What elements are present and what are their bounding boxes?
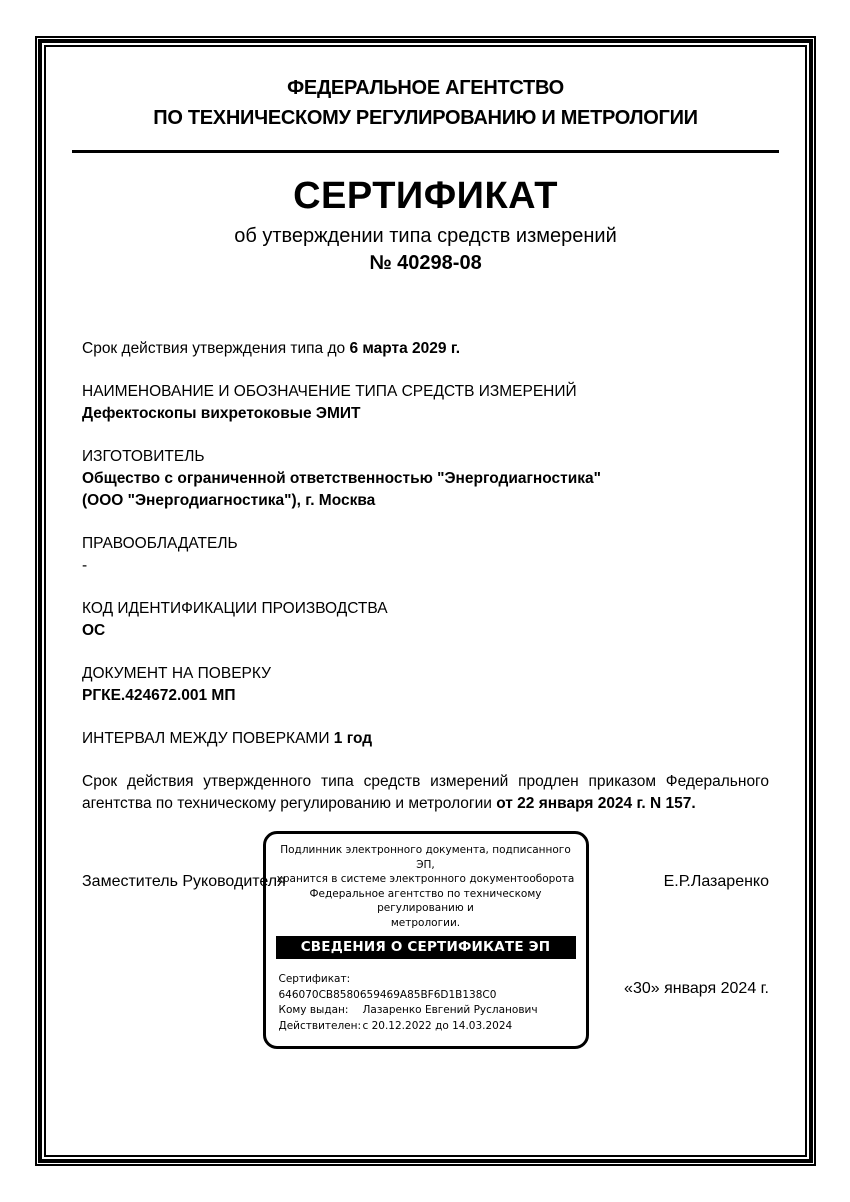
stamp-certificate-value: 646070CB8580659469A85BF6D1B138C0 xyxy=(278,988,497,1001)
validity-line xyxy=(82,338,769,360)
name-label: НАИМЕНОВАНИЕ И ОБОЗНАЧЕНИЕ ТИПА СРЕДСТВ ИЗМЕРЕНИЙ xyxy=(82,383,577,400)
signatory-position: Заместитель Руководителя xyxy=(82,873,286,890)
stamp-certificate-label: Сертификат: xyxy=(278,973,351,985)
field-validity xyxy=(82,338,769,360)
stamp-issued-label: Кому выдан: xyxy=(278,1004,349,1016)
verification-interval-prefix: ИНТЕРВАЛ МЕЖДУ ПОВЕРКАМИ xyxy=(82,730,334,747)
verification-interval-value: 1 год xyxy=(333,730,373,747)
stamp-issued-row xyxy=(279,1003,578,1019)
manufacturer-label: ИЗГОТОВИТЕЛЬ xyxy=(82,448,205,465)
stamp-intro-line1: Подлинник электронного документа, подписанного ЭП, xyxy=(280,844,571,871)
signatory-name: Е.Р.Лазаренко xyxy=(663,873,769,890)
stamp-valid-row xyxy=(279,1019,578,1035)
field-production-code xyxy=(82,598,769,642)
rightsholder-label: ПРАВООБЛАДАТЕЛЬ xyxy=(82,535,238,552)
field-name-designation xyxy=(82,381,769,425)
field-manufacturer xyxy=(82,446,769,512)
stamp-intro-line4: метрологии. xyxy=(390,916,461,929)
field-verification-interval xyxy=(82,728,769,750)
esign-stamp-intro xyxy=(274,843,578,930)
validity-prefix: Срок действия утверждения типа до xyxy=(82,340,350,357)
signature-date: «30» января 2024 г. xyxy=(624,980,769,997)
certificate-fields xyxy=(82,338,769,815)
esign-stamp xyxy=(263,831,589,1049)
rightsholder-value: - xyxy=(82,557,88,574)
verification-document-label: ДОКУМЕНТ НА ПОВЕРКУ xyxy=(82,665,271,682)
certificate-document xyxy=(46,47,805,1032)
verification-document-value: РГКЕ.424672.001 МП xyxy=(82,687,236,704)
verification-interval-line xyxy=(82,728,769,750)
esign-stamp-banner: СВЕДЕНИЯ О СЕРТИФИКАТЕ ЭП xyxy=(276,936,576,959)
stamp-issued-value: Лазаренко Евгений Русланович xyxy=(362,1004,538,1016)
stamp-certificate-row xyxy=(279,972,578,1003)
field-rightsholder xyxy=(82,533,769,577)
title-block xyxy=(82,175,769,275)
validity-date: 6 марта 2029 г. xyxy=(349,340,461,357)
header-separator xyxy=(72,150,779,153)
field-prolongation xyxy=(82,771,769,815)
production-code-value: ОС xyxy=(82,622,106,639)
manufacturer-value-line1: Общество с ограниченной ответственностью "Энергодиагностика" xyxy=(82,470,602,487)
field-verification-document xyxy=(82,663,769,707)
stamp-intro-line3: Федеральное агентство по техническому регулированию и xyxy=(309,887,542,914)
page-border-outer xyxy=(35,36,816,1166)
agency-name-line1: ФЕДЕРАЛЬНОЕ АГЕНТСТВО xyxy=(287,77,564,99)
name-value: Дефектоскопы вихретоковые ЭМИТ xyxy=(82,405,361,422)
manufacturer-value-line2: (ООО "Энергодиагностика"), г. Москва xyxy=(82,492,376,509)
stamp-valid-value: с 20.12.2022 до 14.03.2024 xyxy=(362,1019,513,1032)
prolongation-order: от 22 января 2024 г. N 157. xyxy=(496,795,696,812)
page-border-inner xyxy=(44,45,807,1157)
prolongation-text: Срок действия утвержденного типа средств измерений продлен приказом Федерального агентства по техническому регулированию и метрологии xyxy=(82,773,769,812)
stamp-intro-line2: хранится в системе электронного документооборота xyxy=(276,873,575,885)
stamp-valid-label: Действителен: xyxy=(278,1019,362,1032)
agency-name-line2: ПО ТЕХНИЧЕСКОМУ РЕГУЛИРОВАНИЮ И МЕТРОЛОГИИ xyxy=(153,107,698,129)
certificate-number: № 40298-08 xyxy=(369,252,482,274)
esign-stamp-details xyxy=(274,972,578,1034)
agency-header xyxy=(82,73,769,133)
certificate-subtitle: об утверждении типа средств измерений xyxy=(234,225,617,247)
page-border-middle xyxy=(38,39,813,1163)
production-code-label: КОД ИДЕНТИФИКАЦИИ ПРОИЗВОДСТВА xyxy=(82,600,388,617)
certificate-title: СЕРТИФИКАТ xyxy=(293,175,558,217)
